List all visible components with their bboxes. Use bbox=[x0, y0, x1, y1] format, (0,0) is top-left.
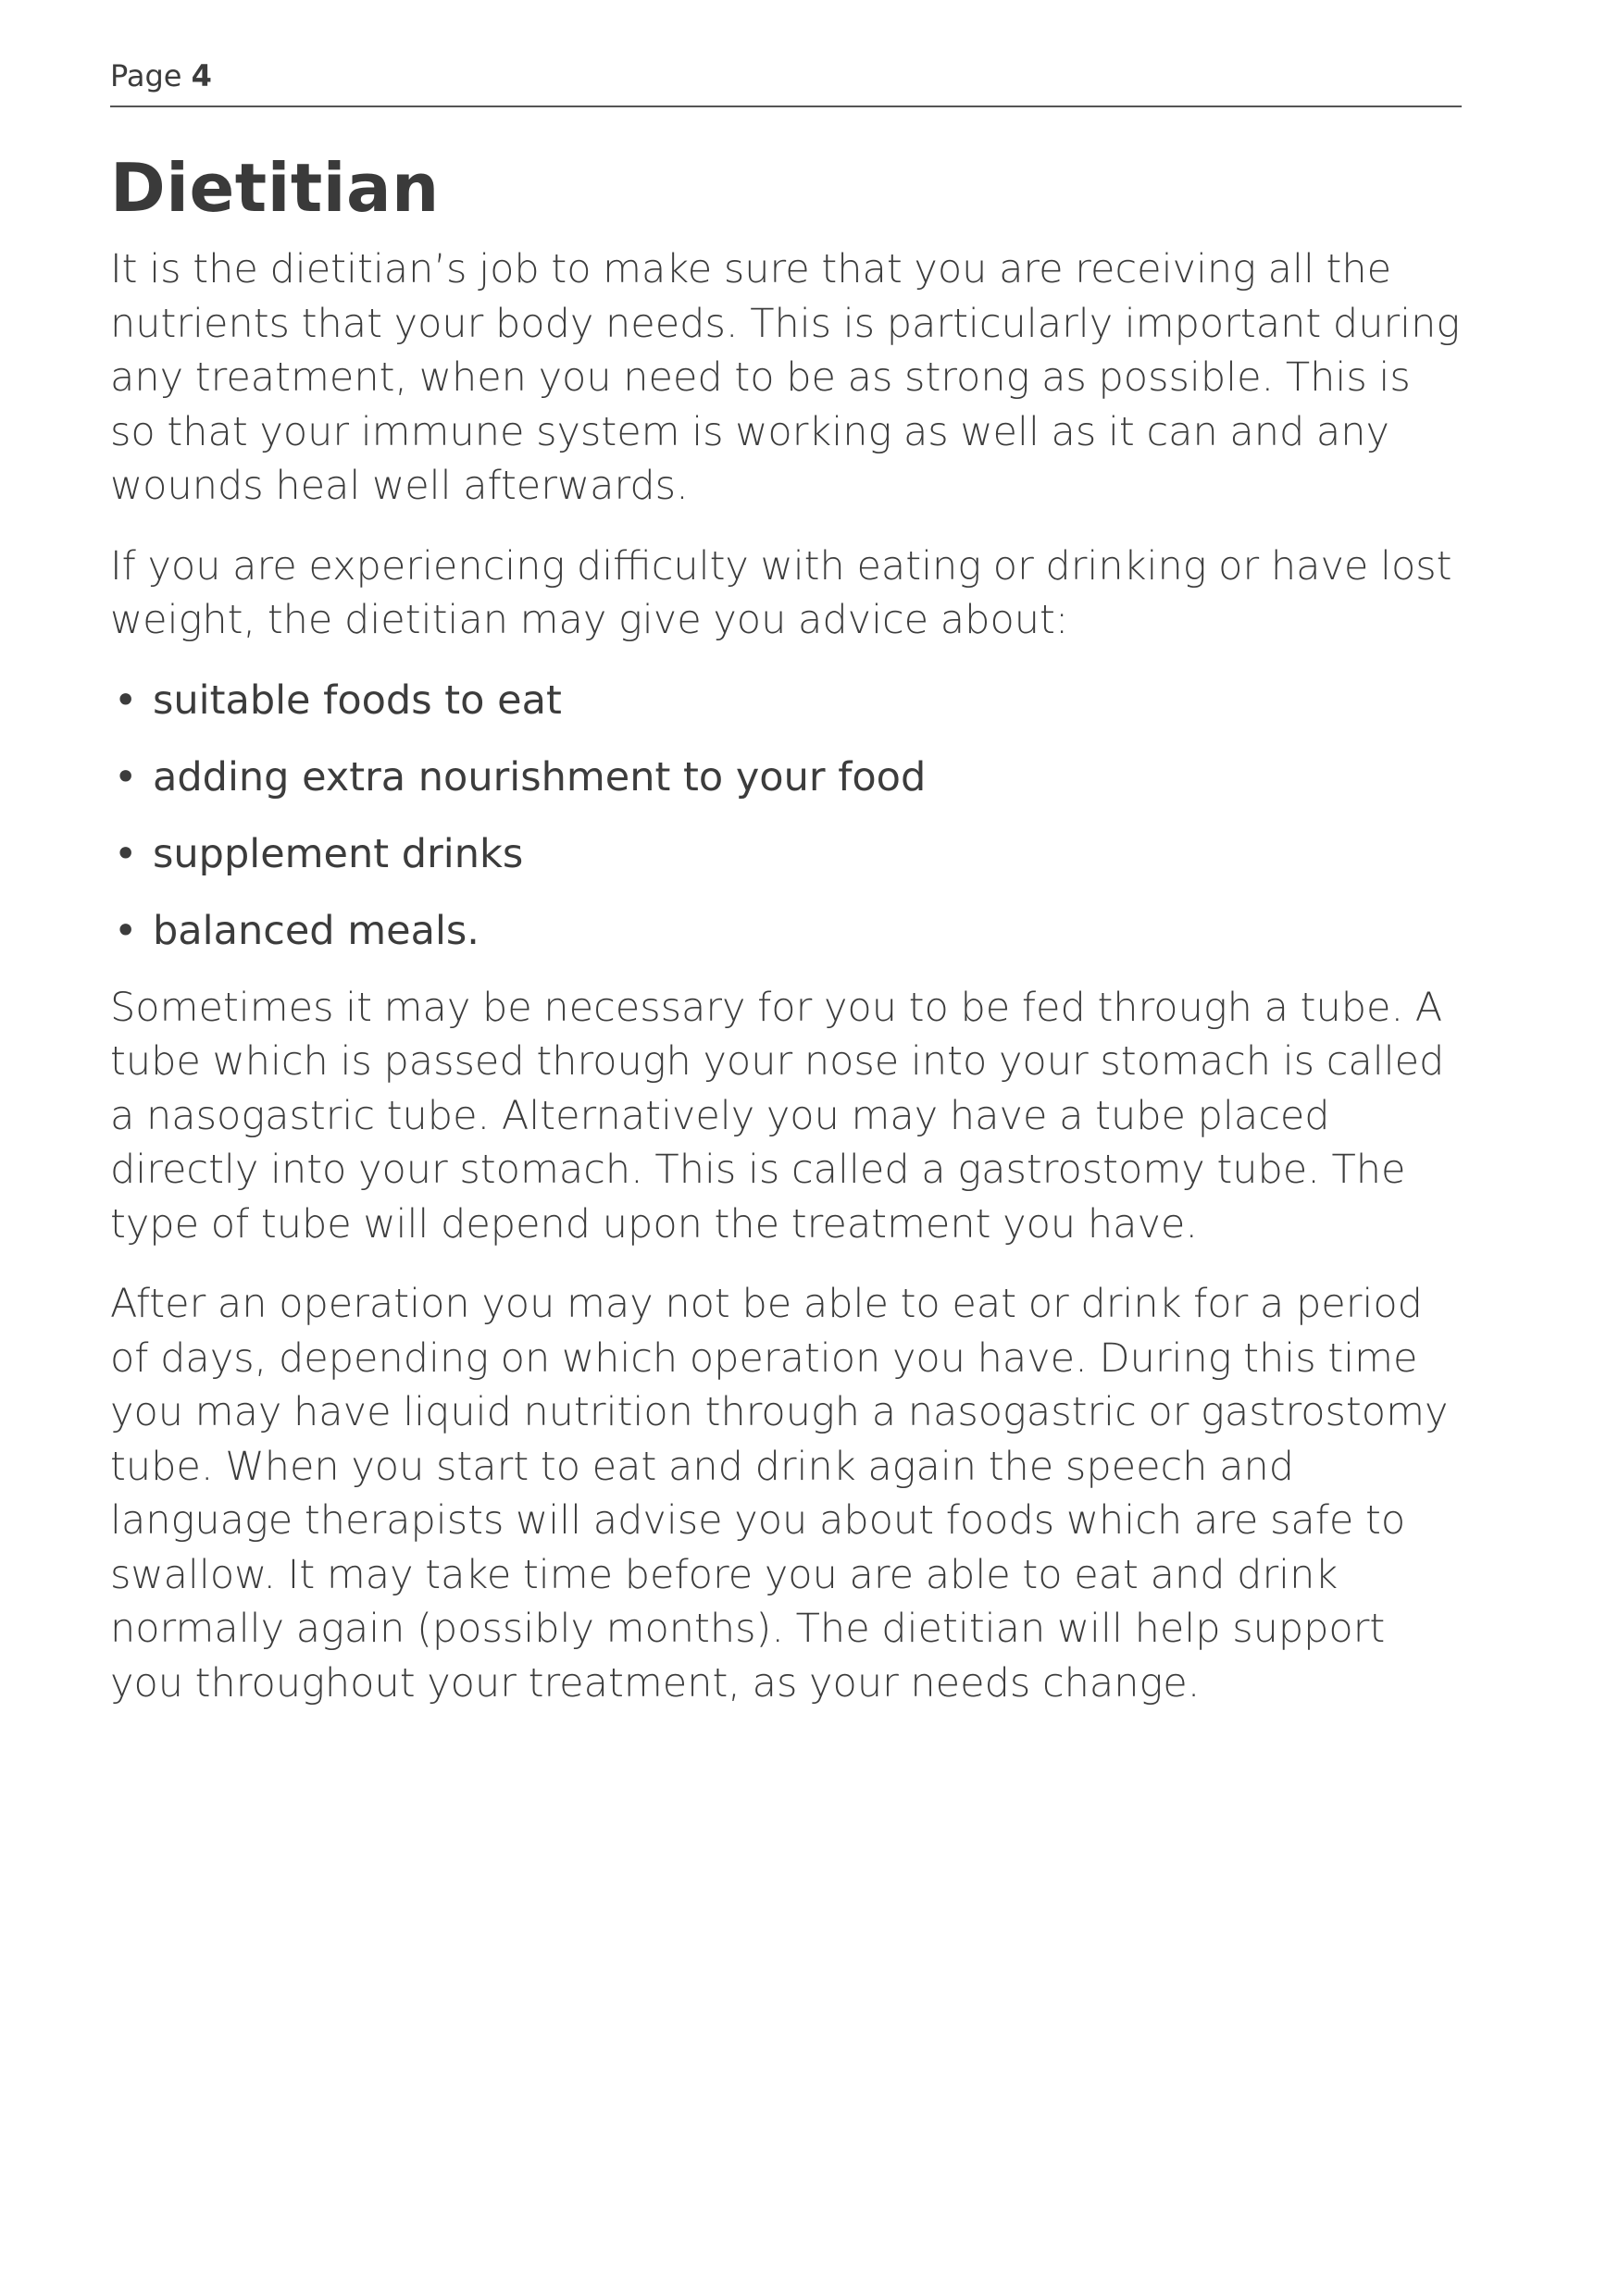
list-item bbox=[110, 751, 1462, 804]
list-item-text: balanced meals. bbox=[153, 907, 479, 954]
section-title: Dietitian bbox=[110, 149, 440, 227]
list-item-text: adding extra nourishment to your food bbox=[153, 753, 927, 800]
list-item-text: supplement drinks bbox=[153, 830, 524, 877]
list-item-text: suitable foods to eat bbox=[153, 676, 562, 724]
advice-list bbox=[110, 674, 1462, 958]
page-header bbox=[110, 57, 1462, 105]
page-label: Page bbox=[110, 58, 182, 93]
list-item bbox=[110, 674, 1462, 727]
bullet-icon: • bbox=[114, 753, 138, 800]
paragraph-advice-intro: If you are experiencing difficulty with eating or drinking or have lost weight, the dietitian may give you advice about: bbox=[110, 542, 1452, 643]
paragraph-dietitian-role: It is the dietitian’s job to make sure that you are receiving all the nutrients that your body needs. This is particularly important during any treatment, when you need to be as strong as possible. This is so that your immune system is working as well as it can and any wounds heal well afterwards. bbox=[110, 246, 1461, 509]
page-number: 4 bbox=[191, 58, 212, 93]
paragraph-tube-feeding: Sometimes it may be necessary for you to be fed through a tube. A tube which is passed through your nose into your stomach is called a nasogastric tube. Alternatively you may have a tube placed directly into your stomach. This is called a gastrostomy tube. The type of tube will depend upon the treatment you have. bbox=[110, 984, 1445, 1247]
bullet-icon: • bbox=[114, 907, 138, 954]
document-page bbox=[110, 57, 1462, 1736]
paragraph-after-operation: After an operation you may not be able to eat or drink for a period of days, depending on which operation you have. During this time you may have liquid nutrition through a nasogastric or gastrostomy tube. When you start to eat and drink again the speech and language therapists will advise you about foods which are safe to swallow. It may take time before you are able to eat and drink normally again (possibly months). The dietitian will help support you throughout your treatment, as your needs change. bbox=[110, 1281, 1449, 1706]
list-item bbox=[110, 904, 1462, 958]
bullet-icon: • bbox=[114, 830, 138, 877]
list-item bbox=[110, 827, 1462, 881]
header-divider bbox=[110, 105, 1462, 107]
bullet-icon: • bbox=[114, 676, 138, 724]
